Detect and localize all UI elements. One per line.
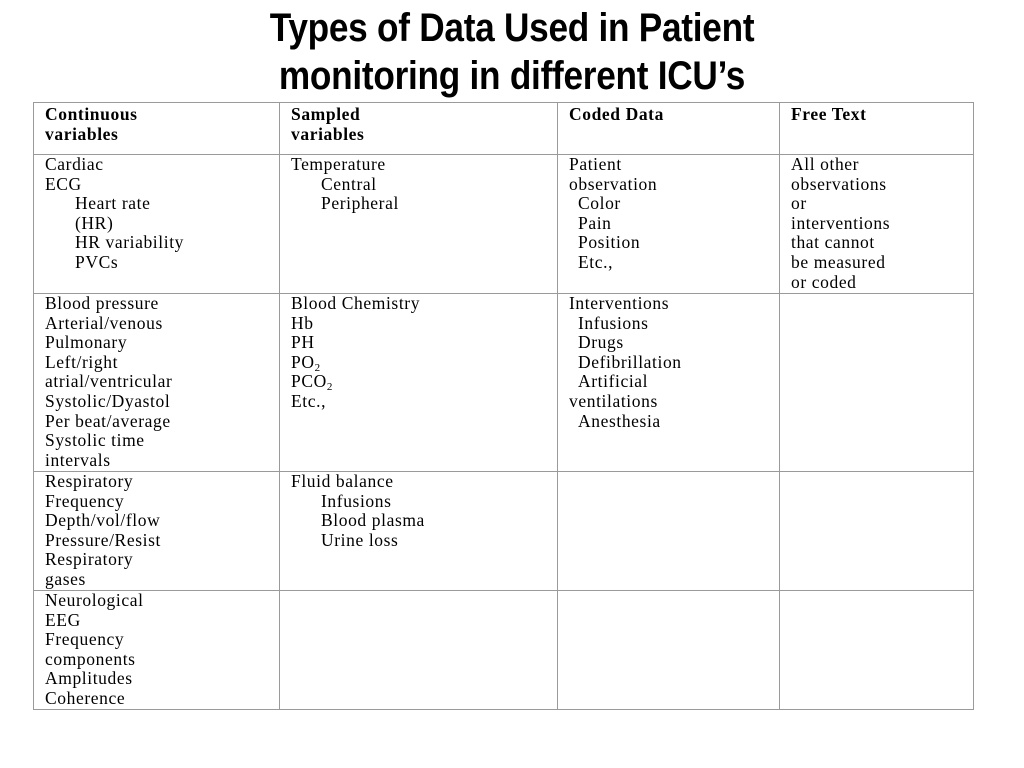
cell-line: Anesthesia [578, 410, 661, 431]
cell-line: Respiratory [45, 471, 134, 491]
cell-line: Urine loss [321, 529, 399, 550]
cell-line: Respiratory [45, 549, 134, 570]
cell-line: Pressure/Resist [45, 529, 161, 550]
cell-continuous [34, 472, 280, 591]
cell-sampled [280, 294, 558, 472]
cell-sampled [280, 472, 558, 591]
cell-line: ventilations [569, 390, 658, 411]
cell-line: Cardiac [45, 154, 104, 174]
icu-data-types-table [33, 102, 974, 710]
cell-line: be measured [791, 251, 886, 272]
subscript-2: 2 [326, 381, 333, 394]
cell-line: Artificial [578, 371, 649, 392]
cell-line: Defibrillation [578, 351, 682, 372]
cell-line: Infusions [578, 312, 649, 333]
cell-line [291, 353, 553, 373]
header-continuous-variables [34, 103, 280, 155]
cell-line: Left/right [45, 351, 119, 372]
cell-line: or coded [791, 271, 857, 292]
cell-coded [558, 591, 780, 710]
cell-sampled [280, 155, 558, 294]
cell-line: Coherence [45, 687, 126, 708]
header-text: Continuous [45, 104, 138, 124]
cell-line: Etc., [291, 390, 327, 411]
table-row-cardiac [34, 155, 974, 294]
cell-line: components [45, 648, 136, 669]
cell-continuous [34, 155, 280, 294]
cell-line: Blood Chemistry [291, 293, 421, 313]
cell-line: Color [578, 193, 621, 214]
table-row-blood-pressure [34, 294, 974, 472]
subscript-2: 2 [314, 361, 321, 374]
cell-line: (HR) [75, 212, 114, 233]
header-text: variables [291, 123, 365, 144]
cell-line: Systolic time [45, 430, 145, 451]
cell-line: Blood plasma [321, 510, 425, 531]
cell-line: observations [791, 173, 887, 194]
cell-line: Pain [578, 212, 612, 233]
header-text: Coded Data [569, 104, 664, 124]
table-row-neurological [34, 591, 974, 710]
po2-text: PO [291, 351, 315, 372]
cell-coded [558, 472, 780, 591]
cell-line: HR variability [75, 232, 185, 253]
cell-line: Heart rate [75, 193, 151, 214]
cell-line: Frequency [45, 490, 125, 511]
cell-line: Interventions [569, 293, 670, 313]
cell-line: Position [578, 232, 641, 253]
cell-line: Peripheral [321, 193, 399, 214]
cell-free-text [780, 591, 974, 710]
cell-coded [558, 294, 780, 472]
cell-line: interventions [791, 212, 891, 233]
header-row [34, 103, 974, 155]
cell-line: observation [569, 173, 658, 194]
cell-line [291, 372, 553, 392]
cell-line: Frequency [45, 629, 125, 650]
cell-line: Depth/vol/flow [45, 510, 161, 531]
cell-line: intervals [45, 449, 111, 470]
header-text: variables [45, 123, 119, 144]
cell-sampled [280, 591, 558, 710]
cell-line: Patient [569, 154, 622, 174]
cell-line: Blood pressure [45, 293, 159, 313]
cell-line: Pulmonary [45, 332, 128, 353]
cell-free-text [780, 294, 974, 472]
cell-line: PVCs [75, 251, 119, 272]
cell-line: Hb [291, 312, 314, 333]
slide-title [61, 4, 962, 100]
table-row-respiratory [34, 472, 974, 591]
cell-line: Per beat/average [45, 410, 171, 431]
cell-free-text [780, 472, 974, 591]
cell-line: ECG [45, 173, 82, 194]
header-sampled-variables [280, 103, 558, 155]
title-line-1: Types of Data Used in Patient [269, 6, 755, 50]
header-text: Sampled [291, 104, 361, 124]
pco2-text: PCO [291, 371, 327, 392]
cell-line: Temperature [291, 154, 386, 174]
cell-continuous [34, 294, 280, 472]
cell-continuous [34, 591, 280, 710]
cell-line: or [791, 193, 807, 214]
cell-line: Infusions [321, 490, 392, 511]
header-text: Free Text [791, 104, 867, 124]
cell-line: PH [291, 332, 315, 353]
cell-free-text [780, 155, 974, 294]
cell-line: Central [321, 173, 377, 194]
cell-line: Arterial/venous [45, 312, 163, 333]
cell-line: Drugs [578, 332, 624, 353]
cell-line: Neurological [45, 590, 144, 610]
cell-line: Amplitudes [45, 668, 133, 689]
header-coded-data [558, 103, 780, 155]
cell-coded [558, 155, 780, 294]
cell-line: Etc., [578, 251, 614, 272]
cell-line: atrial/ventricular [45, 371, 173, 392]
header-free-text [780, 103, 974, 155]
cell-line: Fluid balance [291, 471, 394, 491]
cell-line: All other [791, 154, 860, 174]
cell-line: Systolic/Dyastol [45, 390, 171, 411]
cell-line: gases [45, 568, 86, 589]
cell-line: that cannot [791, 232, 875, 253]
title-line-2: monitoring in different ICU’s [278, 54, 746, 98]
cell-line: EEG [45, 609, 81, 630]
